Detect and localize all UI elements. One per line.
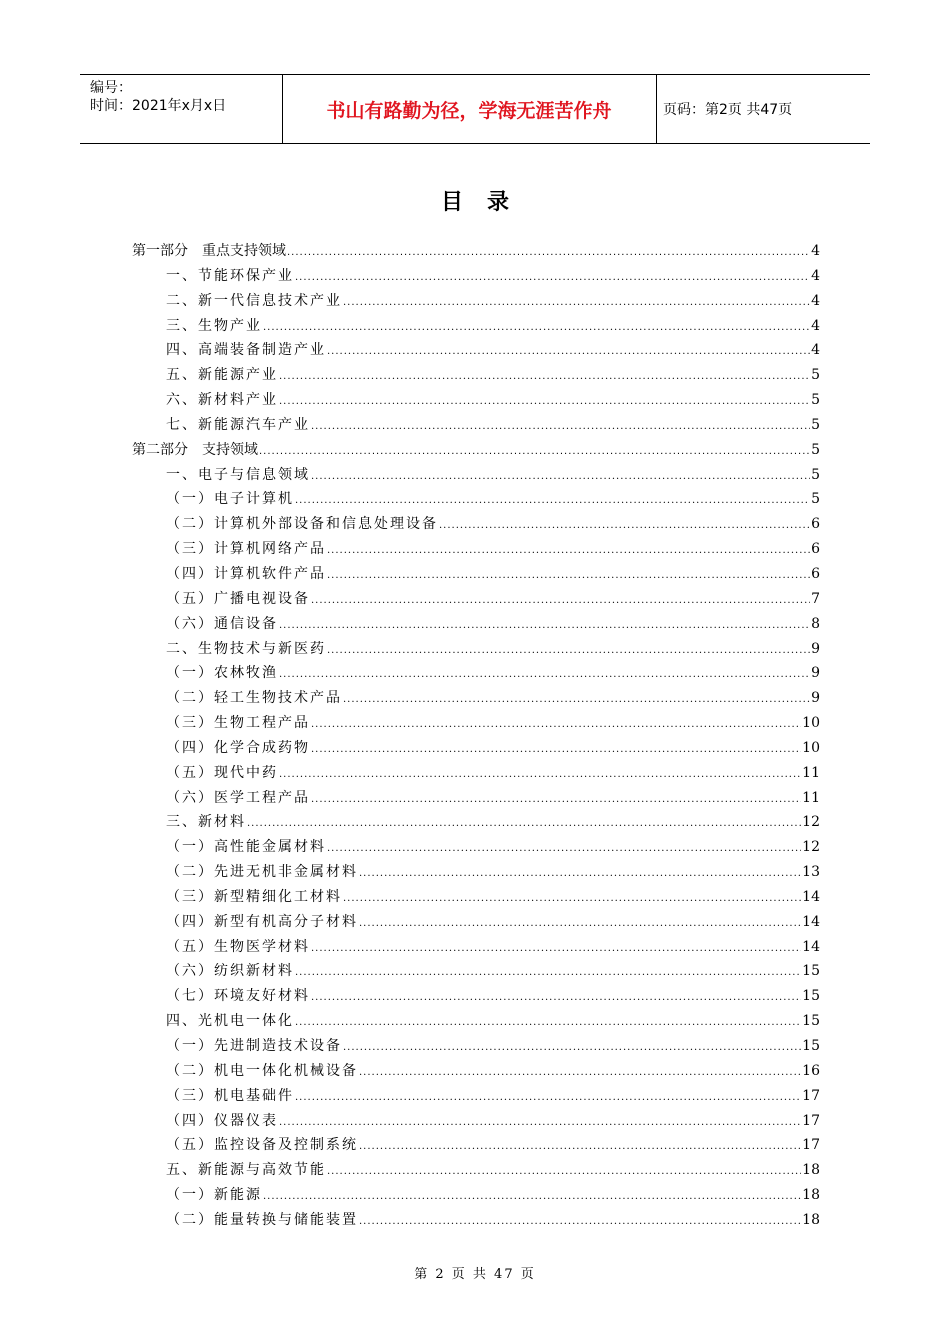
toc-entry[interactable] — [132, 687, 820, 712]
toc-entry[interactable] — [132, 1209, 820, 1234]
toc-entry-text: 五、新能源与高效节能 — [166, 1162, 326, 1179]
toc-leader-dots — [279, 620, 810, 631]
toc-entry[interactable] — [132, 563, 820, 588]
toc-entry[interactable] — [132, 811, 820, 836]
toc-leader-dots — [359, 918, 801, 929]
toc-leader-dots — [295, 495, 810, 506]
toc-leader-dots — [279, 371, 810, 382]
header-divider — [656, 75, 657, 143]
toc-entry[interactable] — [132, 464, 820, 489]
toc-entry-page: 4 — [811, 267, 820, 284]
toc-entry-page: 5 — [811, 416, 820, 433]
toc-entry-text: （六）纺织新材料 — [166, 963, 294, 980]
toc-entry-page: 12 — [802, 839, 820, 856]
toc-entry-page: 17 — [802, 1112, 820, 1129]
toc-entry-page: 5 — [811, 466, 820, 483]
toc-entry-text: 第一部分 重点支持领域 — [132, 243, 286, 259]
toc-entry-page: 18 — [802, 1162, 820, 1179]
header-page-info: 页码：第2页 共47页 — [663, 102, 793, 118]
toc-entry-text: （四）新型有机高分子材料 — [166, 913, 358, 930]
toc-entry-text: （四）化学合成药物 — [166, 739, 310, 756]
toc-leader-dots — [311, 943, 801, 954]
toc-entry[interactable] — [132, 588, 820, 613]
toc-entry[interactable] — [132, 513, 820, 538]
toc-entry-text: （三）生物工程产品 — [166, 715, 310, 732]
toc-entry-page: 10 — [802, 739, 820, 756]
toc-entry-text: （五）现代中药 — [166, 764, 278, 781]
toc-leader-dots — [327, 843, 801, 854]
toc-entry[interactable] — [132, 737, 820, 762]
toc-entry[interactable] — [132, 787, 820, 812]
toc-leader-dots — [311, 421, 810, 432]
toc-leader-dots — [311, 744, 801, 755]
toc-leader-dots — [311, 595, 810, 606]
toc-entry-page: 15 — [802, 1013, 820, 1030]
toc-entry-text: （一）高性能金属材料 — [166, 839, 326, 856]
toc-entry-page: 11 — [802, 764, 820, 781]
toc-entry-page: 4 — [811, 243, 820, 259]
toc-entry-page: 5 — [811, 491, 820, 508]
toc-entry-text: （三）计算机网络产品 — [166, 541, 326, 558]
toc-entry-text: 第二部分 支持领域 — [132, 441, 258, 458]
toc-entry[interactable] — [132, 1010, 820, 1035]
toc-leader-dots — [359, 1067, 801, 1078]
toc-entry[interactable] — [132, 315, 820, 340]
toc-entry-page: 7 — [811, 590, 820, 607]
toc-leader-dots — [359, 1216, 801, 1227]
toc-entry-page: 9 — [811, 690, 820, 707]
toc-entry[interactable] — [132, 1134, 820, 1159]
toc-entry[interactable] — [132, 439, 820, 464]
toc-leader-dots — [359, 1141, 801, 1152]
toc-entry-page: 14 — [802, 888, 820, 905]
toc-entry-text: 四、高端装备制造产业 — [166, 342, 326, 359]
toc-entry[interactable] — [132, 1159, 820, 1184]
toc-entry-text: （五）生物医学材料 — [166, 938, 310, 955]
toc-entry[interactable] — [132, 638, 820, 663]
toc-leader-dots — [295, 1092, 801, 1103]
header-time: 时间：2021年x月x日 — [90, 98, 227, 114]
toc-leader-dots — [311, 471, 810, 482]
toc-leader-dots — [327, 545, 810, 556]
toc-entry[interactable] — [132, 886, 820, 911]
toc-entry-page: 4 — [811, 292, 820, 309]
toc-entry[interactable] — [132, 265, 820, 290]
toc-entry-page: 6 — [811, 541, 820, 558]
toc-entry[interactable] — [132, 1060, 820, 1085]
toc-entry-text: 四、光机电一体化 — [166, 1013, 294, 1030]
toc-leader-dots — [247, 818, 801, 829]
toc-leader-dots — [327, 570, 810, 581]
toc-leader-dots — [279, 669, 810, 680]
toc-leader-dots — [263, 322, 810, 333]
toc-entry-text: （一）新能源 — [166, 1187, 262, 1204]
toc-leader-dots — [327, 1166, 801, 1177]
toc-entry-page: 5 — [811, 441, 820, 458]
toc-entry-text: （四）仪器仪表 — [166, 1112, 278, 1129]
toc-entry-text: （三）机电基础件 — [166, 1087, 294, 1104]
toc-entry[interactable] — [132, 1085, 820, 1110]
toc-entry-text: （五）监控设备及控制系统 — [166, 1137, 358, 1154]
toc-entry-text: （七）环境友好材料 — [166, 988, 310, 1005]
toc-entry-page: 6 — [811, 565, 820, 582]
toc-entry[interactable] — [132, 1110, 820, 1135]
page-footer: 第 2 页 共 47 页 — [414, 1267, 536, 1282]
toc-entry-page: 14 — [802, 938, 820, 955]
toc-leader-dots — [311, 794, 801, 805]
toc-entry-text: 三、生物产业 — [166, 317, 262, 334]
toc-entry-text: （二）轻工生物技术产品 — [166, 690, 342, 707]
toc-entry[interactable] — [132, 911, 820, 936]
toc-entry[interactable] — [132, 290, 820, 315]
toc-entry-text: （一）农林牧渔 — [166, 665, 278, 682]
toc-entry[interactable] — [132, 985, 820, 1010]
toc-entry[interactable] — [132, 936, 820, 961]
toc-entry-text: 七、新能源汽车产业 — [166, 416, 310, 433]
toc-entry-page: 8 — [811, 615, 820, 632]
toc-leader-dots — [279, 769, 801, 780]
toc-entry[interactable] — [132, 1184, 820, 1209]
toc-leader-dots — [295, 967, 801, 978]
toc-leader-dots — [279, 1117, 801, 1128]
toc-leader-dots — [343, 694, 810, 705]
toc-entry[interactable] — [132, 960, 820, 985]
header-motto: 书山有路勤为径，学海无涯苦作舟 — [326, 99, 612, 122]
toc-leader-dots — [343, 297, 810, 308]
toc-entry-text: 六、新材料产业 — [166, 392, 278, 409]
toc-entry[interactable] — [132, 762, 820, 787]
toc-entry-page: 18 — [802, 1187, 820, 1204]
toc-leader-dots — [295, 1017, 801, 1028]
toc-entry-page: 16 — [802, 1062, 820, 1079]
toc-entry-page: 5 — [811, 367, 820, 384]
table-of-contents — [132, 240, 820, 1234]
toc-entry-text: 一、节能环保产业 — [166, 267, 294, 284]
toc-entry-page: 15 — [802, 963, 820, 980]
toc-title: 目录 — [440, 190, 533, 215]
toc-entry-text: 三、新材料 — [166, 814, 246, 831]
toc-entry-page: 5 — [811, 392, 820, 409]
toc-leader-dots — [359, 868, 801, 879]
toc-entry-page: 17 — [802, 1137, 820, 1154]
toc-entry-text: 二、生物技术与新医药 — [166, 640, 326, 657]
toc-entry-text: （三）新型精细化工材料 — [166, 888, 342, 905]
toc-entry-page: 11 — [802, 789, 820, 806]
toc-leader-dots — [311, 719, 801, 730]
toc-leader-dots — [439, 520, 810, 531]
header-left-cell — [90, 79, 226, 115]
toc-entry[interactable] — [132, 240, 820, 265]
toc-leader-dots — [343, 1042, 801, 1053]
toc-entry-text: （二）计算机外部设备和信息处理设备 — [166, 516, 438, 533]
toc-entry-page: 6 — [811, 516, 820, 533]
toc-entry[interactable] — [132, 538, 820, 563]
toc-leader-dots — [343, 893, 801, 904]
toc-entry-page: 4 — [811, 317, 820, 334]
toc-entry-page: 17 — [802, 1087, 820, 1104]
toc-entry-text: 一、电子与信息领域 — [166, 466, 310, 483]
toc-entry[interactable] — [132, 613, 820, 638]
toc-entry-page: 14 — [802, 913, 820, 930]
toc-entry-text: （二）机电一体化机械设备 — [166, 1062, 358, 1079]
toc-entry-text: 五、新能源产业 — [166, 367, 278, 384]
header-number-label: 编号： — [90, 80, 132, 96]
toc-entry-page: 15 — [802, 1038, 820, 1054]
toc-entry[interactable] — [132, 662, 820, 687]
toc-leader-dots — [327, 346, 810, 357]
toc-entry-page: 9 — [811, 640, 820, 657]
toc-entry[interactable] — [132, 339, 820, 364]
page-header — [80, 74, 870, 144]
toc-entry-text: （二）能量转换与储能装置 — [166, 1211, 358, 1228]
toc-entry-page: 9 — [811, 665, 820, 682]
toc-leader-dots — [263, 1191, 801, 1202]
toc-leader-dots — [279, 396, 810, 407]
toc-entry-text: （二）先进无机非金属材料 — [166, 864, 358, 881]
toc-entry-text: （五）广播电视设备 — [166, 590, 310, 607]
toc-entry[interactable] — [132, 389, 820, 414]
toc-entry-text: （六）通信设备 — [166, 615, 278, 632]
toc-entry[interactable] — [132, 488, 820, 513]
toc-entry-text: （四）计算机软件产品 — [166, 565, 326, 582]
toc-entry-page: 13 — [802, 864, 820, 881]
toc-entry[interactable] — [132, 836, 820, 861]
toc-entry[interactable] — [132, 1035, 820, 1060]
toc-leader-dots — [259, 446, 810, 457]
toc-entry-text: 二、新一代信息技术产业 — [166, 292, 342, 309]
toc-entry-page: 15 — [802, 988, 820, 1005]
toc-leader-dots — [327, 645, 810, 656]
toc-entry-page: 18 — [802, 1211, 820, 1228]
toc-leader-dots — [295, 272, 810, 283]
toc-entry-text: （一）电子计算机 — [166, 491, 294, 508]
toc-entry[interactable] — [132, 414, 820, 439]
toc-leader-dots — [311, 992, 801, 1003]
toc-entry[interactable] — [132, 712, 820, 737]
toc-entry[interactable] — [132, 364, 820, 389]
toc-entry-page: 12 — [802, 814, 820, 831]
toc-leader-dots — [287, 247, 810, 258]
toc-entry-text: （六）医学工程产品 — [166, 789, 310, 806]
toc-entry-page: 4 — [811, 342, 820, 359]
toc-entry-text: （一）先进制造技术设备 — [166, 1038, 342, 1054]
toc-entry[interactable] — [132, 861, 820, 886]
toc-entry-page: 10 — [802, 715, 820, 732]
